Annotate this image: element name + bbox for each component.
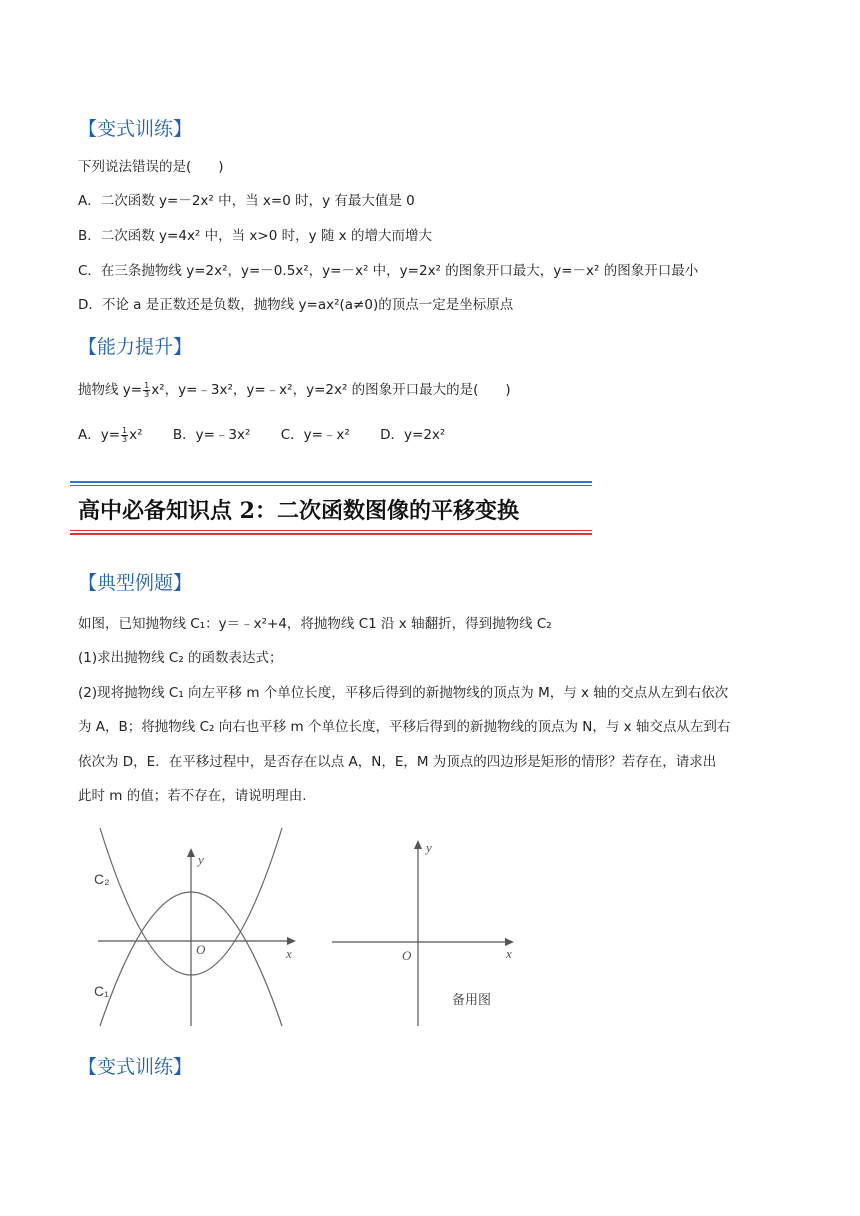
label-c1: C₁ (94, 983, 109, 999)
option-d: D．y=2x² (380, 427, 446, 443)
example-line-5: 依次为 D，E．在平移过程中，是否存在以点 A，N，E，M 为顶点的四边形是矩形的情形？若存在，请求出 (78, 754, 717, 770)
title-rule-top-thin (70, 485, 592, 486)
example-line-2: (1)求出抛物线 C₂ 的函数表达式； (78, 650, 283, 666)
spare-label-x: x (506, 946, 512, 961)
title-rule-top (70, 481, 592, 483)
option-a-prefix: A．y= (78, 427, 121, 443)
option-d: D．不论 a 是正数还是负数，抛物线 y=ax²(a≠0)的顶点一定是坐标原点 (78, 297, 514, 313)
ability-question (78, 380, 511, 400)
question-prefix: 抛物线 y= (78, 382, 143, 398)
figure-parabolas (88, 826, 304, 1030)
option-a-fraction: $\frac{1}{3}$ (122, 425, 128, 444)
spare-x-axis-arrow (505, 938, 514, 946)
option-a-suffix: x² (129, 427, 143, 443)
option-b: B．二次函数 y=4x² 中，当 x>0 时，y 随 x 的增大而增大 (78, 228, 432, 244)
option-c: C．y=﹣x² (280, 427, 350, 443)
spare-label-origin: O (402, 948, 412, 963)
ability-options (78, 425, 445, 445)
question-text: 下列说法错误的是( ) (78, 159, 224, 175)
x-axis-arrow (287, 937, 296, 945)
spare-label-y: y (426, 840, 432, 855)
section-header-ability: 【能力提升】 (78, 336, 193, 358)
label-x: x (286, 946, 292, 961)
y-axis-arrow (187, 848, 195, 857)
label-y: y (198, 852, 204, 867)
option-a: A．二次函数 y=－2x² 中，当 x=0 时，y 有最大值是 0 (78, 193, 415, 209)
figure-spare-axes (326, 830, 526, 1030)
example-line-4: 为 A，B；将抛物线 C₂ 向右也平移 m 个单位长度，平移后得到的新抛物线的顶点为 N，与 x 轴交点从左到右 (78, 719, 731, 735)
section-header-practice: 【变式训练】 (78, 118, 193, 140)
spare-caption: 备用图 (452, 993, 492, 1008)
section-header-practice-2: 【变式训练】 (78, 1056, 193, 1078)
example-line-3: (2)现将抛物线 C₁ 向左平移 m 个单位长度，平移后得到的新抛物线的顶点为 M，与 x 轴的交点从左到右依次 (78, 685, 729, 701)
example-line-1: 如图，已知抛物线 C₁：y＝﹣x²+4，将抛物线 C1 沿 x 轴翻折，得到抛物线 C₂ (78, 616, 552, 632)
label-c2: C₂ (94, 871, 110, 887)
spare-y-axis-arrow (414, 840, 422, 849)
label-origin: O (196, 942, 206, 957)
option-c: C．在三条抛物线 y=2x²，y=－0.5x²，y=－x² 中，y=2x² 的图象开口最大，y=－x² 的图象开口最小 (78, 263, 699, 279)
title-rule-bottom (70, 533, 592, 535)
fraction: $\frac{1}{3}$ (144, 380, 150, 399)
option-b: B．y=﹣3x² (172, 427, 251, 443)
section-header-example: 【典型例题】 (78, 572, 193, 594)
title-rule-bottom-thin (70, 530, 592, 531)
knowledge-title: 高中必备知识点 2：二次函数图像的平移变换 (78, 498, 519, 524)
question-suffix: x²，y=﹣3x²，y=﹣x²，y=2x² 的图象开口最大的是( ) (151, 382, 511, 398)
example-line-6: 此时 m 的值；若不存在，请说明理由. (78, 788, 307, 804)
